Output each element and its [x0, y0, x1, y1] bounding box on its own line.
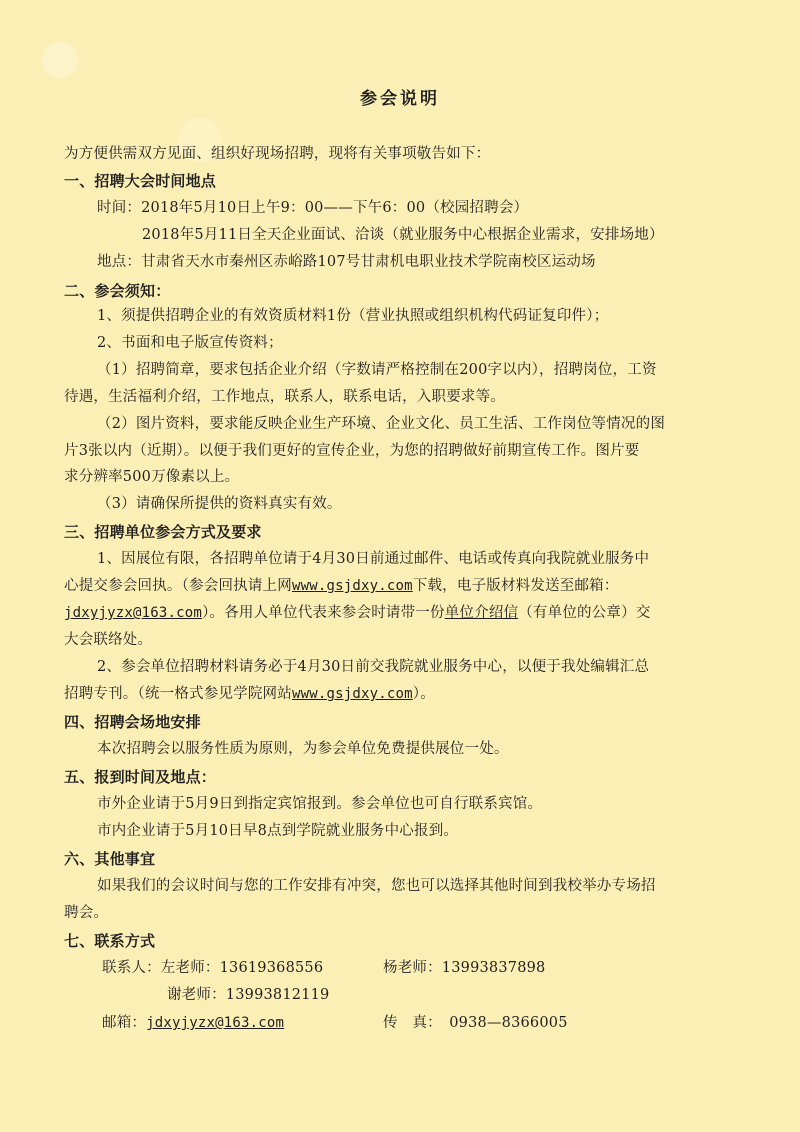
notice-sub-2-line-1: （2）图片资料，要求能反映企业生产环境、企业文化、员工生活、工作岗位等情况的图: [97, 416, 666, 432]
notice-item-1: 1、须提供招聘企业的有效资质材料1份（营业执照或组织机构代码证复印件）；: [97, 308, 609, 324]
contact-email-row: [102, 1013, 302, 1033]
other-line-2: 聘会。: [64, 905, 109, 921]
section-3-heading: 三、招聘单位参会方式及要求: [64, 523, 262, 541]
method-1-line-2: [64, 576, 619, 596]
contact-1: 联系人：左老师：13619368556: [102, 960, 324, 976]
page-title: 参会说明: [360, 89, 440, 109]
section-1-heading: 一、招聘大会时间地点: [64, 172, 217, 190]
website-link[interactable]: www.gsjdxy.com: [291, 578, 413, 594]
method-1-line-3: [64, 603, 651, 623]
contact-email-link[interactable]: jdxyjyzx@163.com: [146, 1015, 285, 1031]
contact-email-label: 邮箱：: [102, 1015, 147, 1031]
notice-sub-1-line-1: （1）招聘简章，要求包括企业介绍（字数请严格控制在200字以内），招聘岗位，工资: [97, 362, 657, 378]
venue-text: 本次招聘会以服务性质为原则，为参会单位免费提供展位一处。: [97, 741, 509, 757]
checkin-line-1: 市外企业请于5月9日到指定宾馆报到。参会单位也可自行联系宾馆。: [97, 796, 543, 812]
email-link[interactable]: jdxyjyzx@163.com: [64, 605, 203, 621]
method-1-line-2-pre: 心提交参会回执。（参会回执请上网: [64, 578, 292, 594]
method-1-line-3-post: （有单位的公章）交: [518, 605, 651, 621]
method-1-line-3-mid: ）。各用人单位代表来参会时请带一份: [202, 605, 445, 621]
notice-sub-1-line-2: 待遇，生活福利介绍，工作地点，联系人，联系电话，入职要求等。: [64, 389, 505, 405]
method-2-line-2-post: ）。: [412, 686, 435, 702]
intro-text: 为方便供需双方见面、组织好现场招聘，现将有关事项敬告如下：: [64, 146, 491, 162]
event-time-1: 时间：2018年5月10日上午9：00——下午6：00（校园招聘会）: [97, 200, 529, 216]
section-4-heading: 四、招聘会场地安排: [64, 713, 201, 731]
section-7-heading: 七、联系方式: [64, 932, 156, 950]
contact-3: 谢老师：13993812119: [167, 987, 330, 1003]
section-5-heading: 五、报到时间及地点：: [64, 768, 217, 786]
method-1-line-4: 大会联络处。: [64, 632, 153, 648]
notice-sub-2-line-2: 片3张以内（近期）。以便于我们更好的宣传企业，为您的招聘做好前期宣传工作。图片要: [64, 443, 640, 459]
method-1-line-2-post: 下载，电子版材料发送至邮箱：: [412, 578, 619, 594]
contact-2: 杨老师：13993837898: [383, 960, 546, 976]
method-2-line-2: [64, 684, 435, 704]
notice-sub-3: （3）请确保所提供的资料真实有效。: [97, 496, 342, 512]
method-2-line-1: 2、参会单位招聘材料请务必于4月30日前交我院就业服务中心，以便于我处编辑汇总: [97, 659, 650, 675]
notice-sub-2-line-3: 求分辨率500万像素以上。: [64, 469, 240, 485]
notice-item-2: 2、书面和电子版宣传资料；: [97, 335, 283, 351]
section-2-heading: 二、参会须知：: [64, 282, 171, 300]
contact-fax: 传 真： 0938—8366005: [383, 1015, 568, 1031]
checkin-line-2: 市内企业请于5月10日早8点到学院就业服务中心报到。: [97, 823, 459, 839]
website-link-2[interactable]: www.gsjdxy.com: [291, 686, 413, 702]
intro-letter-link[interactable]: 单位介绍信: [444, 605, 519, 621]
method-2-line-2-pre: 招聘专刊。（统一格式参见学院网站: [64, 686, 292, 702]
section-6-heading: 六、其他事宜: [64, 850, 156, 868]
event-place: 地点：甘肃省天水市秦州区赤峪路107号甘肃机电职业技术学院南校区运动场: [97, 254, 596, 270]
other-line-1: 如果我们的会议时间与您的工作安排有冲突，您也可以选择其他时间到我校举办专场招: [97, 878, 656, 894]
method-1-line-1: 1、因展位有限，各招聘单位请于4月30日前通过邮件、电话或传真向我院就业服务中: [97, 551, 650, 567]
event-time-2: 2018年5月11日全天企业面试、洽谈（就业服务中心根据企业需求，安排场地）: [142, 227, 664, 243]
